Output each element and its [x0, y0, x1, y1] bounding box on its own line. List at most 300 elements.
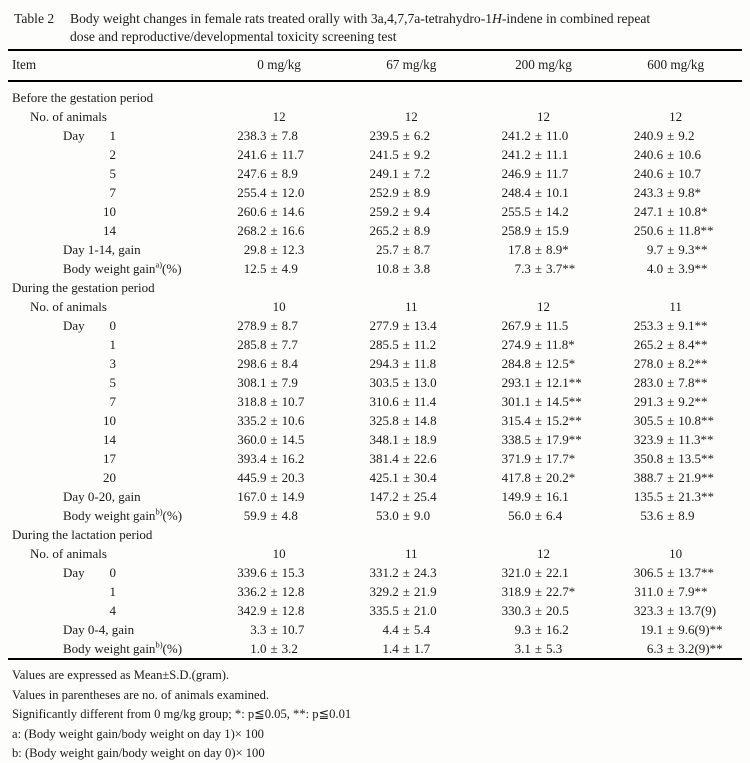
plus-minus-sign: ±: [667, 412, 675, 428]
sd-value: 7.9: [281, 374, 298, 390]
sd-value: 14.6: [281, 203, 305, 219]
value-cell: [345, 204, 477, 220]
plus-minus-sign: ±: [534, 621, 543, 637]
plus-minus-sign: ±: [534, 355, 543, 371]
sd-value: 10.6: [678, 146, 701, 162]
sd-value: 9.3**: [678, 241, 708, 257]
sd-value: 3.2: [281, 640, 298, 656]
sd-value: 22.6: [413, 450, 437, 466]
mean-value: 318.8: [237, 393, 267, 409]
mean-value: 149.9: [501, 488, 531, 504]
mean-value: 255.4: [237, 184, 267, 200]
plus-minus-sign: ±: [402, 488, 410, 504]
plus-minus-sign: ±: [402, 602, 410, 618]
mean-value: 303.5: [369, 374, 399, 390]
row-label: Day 1-14, gain: [63, 241, 141, 257]
plus-minus-sign: ±: [534, 165, 543, 181]
sd-value: 11.0: [546, 127, 569, 143]
mean-value: 325.8: [369, 412, 399, 428]
value-cell: [213, 508, 345, 524]
day-number: 7: [109, 184, 116, 200]
sd-value: 8.9: [413, 222, 431, 238]
value-cell: [213, 223, 345, 239]
plus-minus-sign: ±: [402, 469, 410, 485]
value-cell: [610, 166, 742, 182]
mean-value: 310.6: [369, 393, 399, 409]
value-cell: [213, 641, 345, 657]
row-label: No. of animals: [30, 108, 107, 124]
sd-value: 9.6(9)**: [678, 621, 723, 637]
sd-value: 11.5: [546, 317, 569, 333]
value-cell: [477, 166, 609, 182]
plus-minus-sign: ±: [667, 583, 675, 599]
plus-minus-sign: ±: [534, 564, 543, 580]
section-header-row: [8, 525, 742, 544]
sd-value: 8.9: [281, 165, 298, 181]
plus-minus-sign: ±: [534, 507, 543, 523]
mean-value: 147.2: [369, 488, 399, 504]
value-cell: [477, 489, 609, 505]
sd-value: 10.7: [678, 165, 701, 181]
value-cell: [345, 318, 477, 334]
value-cell: [213, 584, 345, 600]
count-cell: 12: [272, 108, 286, 124]
plus-minus-sign: ±: [534, 602, 543, 618]
section-label: Before the gestation period: [12, 89, 154, 105]
sd-value: 17.9**: [546, 431, 582, 447]
value-cell: [213, 242, 345, 258]
plus-minus-sign: ±: [534, 583, 543, 599]
value-cell: [610, 584, 742, 600]
mean-value: 240.6: [633, 165, 664, 181]
plus-minus-sign: ±: [402, 336, 410, 352]
plus-minus-sign: ±: [270, 469, 278, 485]
mean-value: 249.1: [369, 165, 399, 181]
sd-value: 7.8: [281, 127, 298, 143]
title-text-3: dose and reproductive/developmental toxicity screening test: [70, 28, 397, 44]
count-cell: 12: [536, 108, 550, 124]
mean-value: 25.7: [375, 241, 399, 257]
mean-value: 348.1: [369, 431, 399, 447]
mean-value: 306.5: [633, 564, 664, 580]
row-label: [8, 318, 213, 334]
value-cell: [345, 470, 477, 486]
count-cell: 10: [272, 545, 286, 561]
value-cell: [610, 318, 742, 334]
sd-value: 13.4: [413, 317, 437, 333]
sd-value: 6.2: [413, 127, 431, 143]
plus-minus-sign: ±: [402, 393, 410, 409]
mean-value: 329.2: [369, 583, 399, 599]
sd-value: 11.7: [546, 165, 569, 181]
value-cell: [610, 565, 742, 581]
plus-minus-sign: ±: [270, 602, 278, 618]
sd-value: 8.7: [281, 317, 298, 333]
column-header-item: Item: [12, 57, 37, 73]
sd-value: 9.1**: [678, 317, 708, 333]
mean-value: 4.0: [646, 260, 664, 276]
mean-value: 294.3: [369, 355, 399, 371]
plus-minus-sign: ±: [667, 336, 675, 352]
row-label: Day 0-4, gain: [63, 621, 135, 637]
sd-value: 11.1: [546, 146, 569, 162]
value-cell: [477, 318, 609, 334]
sd-value: 10.8*: [678, 203, 708, 219]
plus-minus-sign: ±: [402, 127, 410, 143]
table-row: [8, 259, 742, 278]
table-row: [8, 145, 742, 164]
sd-value: 24.3: [413, 564, 437, 580]
row-label: [8, 337, 213, 353]
mean-value: 393.4: [237, 450, 267, 466]
value-cell: [345, 242, 477, 258]
sd-value: 10.7: [281, 621, 305, 637]
value-cell: [345, 375, 477, 391]
row-label: No. of animals: [30, 298, 107, 314]
mean-value: 321.0: [501, 564, 531, 580]
day-number: 1: [109, 127, 116, 143]
day-number: 17: [103, 450, 116, 466]
table-number: Table 2: [14, 11, 55, 26]
sd-value: 12.1**: [546, 374, 582, 390]
mean-value: 323.9: [633, 431, 664, 447]
day-number: 7: [109, 393, 116, 409]
mean-value: 265.2: [369, 222, 399, 238]
plus-minus-sign: ±: [667, 241, 675, 257]
mean-value: 240.9: [633, 127, 664, 143]
count-cell: 12: [536, 545, 550, 561]
table-row: [8, 164, 742, 183]
mean-value: 285.8: [237, 336, 267, 352]
row-label: [8, 166, 213, 182]
value-cell: [477, 356, 609, 372]
day-number: 1: [109, 336, 116, 352]
mean-value: 167.0: [237, 488, 267, 504]
footnote-line: a: (Body weight gain/body weight on day 1)× 100: [12, 726, 264, 741]
sd-value: 14.2: [546, 203, 569, 219]
table-row: [8, 430, 742, 449]
mean-value: 301.1: [501, 393, 531, 409]
plus-minus-sign: ±: [270, 355, 278, 371]
sd-value: 10.6: [281, 412, 305, 428]
value-cell: [213, 451, 345, 467]
day-number: 4: [109, 602, 116, 618]
mean-value: 59.9: [243, 507, 267, 523]
plus-minus-sign: ±: [402, 583, 410, 599]
mean-value: 284.8: [501, 355, 531, 371]
title-text-2: -indene in combined repeat: [501, 11, 651, 26]
footnote-marker: b): [155, 506, 163, 517]
table-row: [8, 468, 742, 487]
value-cell: [213, 603, 345, 619]
mean-value: 3.1: [514, 640, 531, 656]
value-cell: [213, 394, 345, 410]
sd-value: 16.6: [281, 222, 305, 238]
table-row: [8, 107, 742, 126]
value-cell: [610, 204, 742, 220]
mean-value: 298.6: [237, 355, 267, 371]
value-cell: [610, 261, 742, 277]
plus-minus-sign: ±: [270, 412, 278, 428]
value-cell: [213, 166, 345, 182]
section-header-row: [8, 88, 742, 107]
plus-minus-sign: ±: [534, 317, 543, 333]
column-header-dose-200: 200 mg/kg: [515, 57, 572, 73]
sd-value: 13.0: [413, 374, 437, 390]
sd-value: 8.4**: [678, 336, 708, 352]
mean-value: 53.0: [375, 507, 399, 523]
value-cell: [477, 261, 609, 277]
value-cell: [213, 565, 345, 581]
plus-minus-sign: ±: [667, 640, 675, 656]
mean-value: 239.5: [369, 127, 399, 143]
plus-minus-sign: ±: [667, 184, 675, 200]
plus-minus-sign: ±: [667, 203, 675, 219]
sd-value: 20.5: [546, 602, 569, 618]
plus-minus-sign: ±: [667, 450, 675, 466]
mean-value: 3.3: [250, 621, 267, 637]
mean-value: 278.0: [633, 355, 664, 371]
column-header-dose-67: 67 mg/kg: [386, 57, 437, 73]
value-cell: [477, 337, 609, 353]
table-row: [8, 563, 742, 582]
section-label: During the lactation period: [12, 526, 153, 542]
plus-minus-sign: ±: [534, 374, 543, 390]
value-cell: [477, 622, 609, 638]
plus-minus-sign: ±: [667, 165, 675, 181]
day-number: 14: [103, 222, 116, 238]
value-cell: [610, 603, 742, 619]
value-cell: [477, 451, 609, 467]
table-row: [8, 487, 742, 506]
sd-value: 12.8: [281, 583, 305, 599]
plus-minus-sign: ±: [402, 564, 410, 580]
sd-value: 7.8**: [678, 374, 708, 390]
plus-minus-sign: ±: [534, 336, 543, 352]
count-cell: 11: [405, 545, 418, 561]
mean-value: 250.6: [633, 222, 664, 238]
plus-minus-sign: ±: [270, 336, 278, 352]
plus-minus-sign: ±: [270, 374, 278, 390]
plus-minus-sign: ±: [270, 184, 278, 200]
count-cell: 11: [669, 298, 682, 314]
value-cell: [477, 128, 609, 144]
table-row: [8, 354, 742, 373]
mean-value: 274.9: [501, 336, 531, 352]
mean-value: 7.3: [514, 260, 531, 276]
plus-minus-sign: ±: [667, 507, 675, 523]
sd-value: 11.8*: [546, 336, 575, 352]
value-cell: [610, 508, 742, 524]
sd-value: 21.0: [413, 602, 437, 618]
mean-value: 308.1: [237, 374, 267, 390]
row-label: [8, 223, 213, 239]
row-label: [8, 413, 213, 429]
mean-value: 291.3: [633, 393, 664, 409]
sd-value: 9.4: [413, 203, 431, 219]
row-label: [8, 147, 213, 163]
value-cell: [213, 432, 345, 448]
footnote-line: Values in parentheses are no. of animals examined.: [12, 687, 270, 702]
sd-value: 8.2**: [678, 355, 708, 371]
title-text-1: Body weight changes in female rats treated orally with 3a,4,7,7a-tetrahydro-1: [70, 11, 493, 26]
table-row: [8, 126, 742, 145]
mean-value: 4.4: [382, 621, 399, 637]
mean-value: 277.9: [369, 317, 399, 333]
plus-minus-sign: ±: [402, 241, 410, 257]
plus-minus-sign: ±: [667, 488, 675, 504]
mean-value: 260.6: [237, 203, 267, 219]
plus-minus-sign: ±: [402, 355, 410, 371]
mean-value: 9.7: [646, 241, 664, 257]
sd-value: 22.7*: [546, 583, 576, 599]
row-label: [8, 565, 213, 581]
mean-value: 335.5: [369, 602, 399, 618]
mean-value: 425.1: [369, 469, 399, 485]
value-cell: [477, 147, 609, 163]
mean-value: 10.8: [375, 260, 399, 276]
sd-value: 12.3: [281, 241, 305, 257]
value-cell: [213, 489, 345, 505]
value-cell: [345, 565, 477, 581]
mean-value: 238.3: [237, 127, 267, 143]
mean-value: 381.4: [369, 450, 399, 466]
row-label: [8, 394, 213, 410]
value-cell: [345, 432, 477, 448]
mean-value: 335.2: [237, 412, 267, 428]
footnote-line: Values are expressed as Mean±S.D.(gram).: [12, 668, 230, 683]
mean-value: 241.5: [369, 146, 399, 162]
row-label: [8, 204, 213, 220]
table-row: [8, 411, 742, 430]
sd-value: 8.9: [678, 507, 695, 523]
row-label: No. of animals: [30, 545, 107, 561]
value-cell: [610, 185, 742, 201]
plus-minus-sign: ±: [402, 507, 410, 523]
mean-value: 252.9: [369, 184, 399, 200]
plus-minus-sign: ±: [270, 146, 278, 162]
value-cell: [610, 356, 742, 372]
value-cell: [610, 413, 742, 429]
sd-value: 15.2**: [546, 412, 582, 428]
value-cell: [213, 622, 345, 638]
value-cell: [477, 470, 609, 486]
plus-minus-sign: ±: [667, 355, 675, 371]
sd-value: 4.9: [281, 260, 298, 276]
plus-minus-sign: ±: [270, 640, 278, 656]
plus-minus-sign: ±: [402, 640, 410, 656]
day-number: 0: [109, 317, 116, 333]
plus-minus-sign: ±: [270, 431, 278, 447]
plus-minus-sign: ±: [402, 450, 410, 466]
sd-value: 10.7: [281, 393, 305, 409]
plus-minus-sign: ±: [534, 469, 543, 485]
section-label: During the gestation period: [12, 279, 155, 295]
table-row: [8, 335, 742, 354]
value-cell: [477, 565, 609, 581]
plus-minus-sign: ±: [534, 146, 543, 162]
plus-minus-sign: ±: [667, 393, 675, 409]
table-row: [8, 639, 742, 658]
mean-value: 240.6: [633, 146, 664, 162]
mean-value: 17.8: [508, 241, 531, 257]
value-cell: [213, 470, 345, 486]
sd-value: 9.2: [413, 146, 431, 162]
value-cell: [477, 413, 609, 429]
plus-minus-sign: ±: [534, 222, 543, 238]
value-cell: [213, 204, 345, 220]
mean-value: 246.9: [501, 165, 531, 181]
sd-value: 3.2(9)**: [678, 640, 723, 656]
footnotes: [12, 668, 742, 761]
day-number: 2: [109, 146, 116, 162]
sd-value: 5.4: [413, 621, 431, 637]
sd-value: 15.3: [281, 564, 305, 580]
plus-minus-sign: ±: [270, 488, 278, 504]
plus-minus-sign: ±: [534, 241, 543, 257]
footnote-line: Significantly different from 0 mg/kg group; *: p≦0.05, **: p≦0.01: [12, 707, 352, 722]
table-row: [8, 449, 742, 468]
plus-minus-sign: ±: [270, 241, 278, 257]
plus-minus-sign: ±: [270, 222, 278, 238]
mean-value: 417.8: [501, 469, 531, 485]
mean-value: 12.5: [243, 260, 267, 276]
plus-minus-sign: ±: [402, 260, 410, 276]
sd-value: 14.5**: [546, 393, 582, 409]
sd-value: 9.2**: [678, 393, 708, 409]
plus-minus-sign: ±: [534, 203, 543, 219]
mean-value: 371.9: [501, 450, 531, 466]
sd-value: 9.2: [678, 127, 695, 143]
mean-value: 323.3: [633, 602, 664, 618]
row-label: [8, 356, 213, 372]
sd-value: 11.2: [413, 336, 437, 352]
value-cell: [610, 622, 742, 638]
mean-value: 318.9: [501, 583, 531, 599]
value-cell: [610, 641, 742, 657]
value-cell: [345, 641, 477, 657]
mean-value: 338.5: [501, 431, 531, 447]
plus-minus-sign: ±: [270, 260, 278, 276]
day-number: 20: [103, 469, 116, 485]
table-row: [8, 240, 742, 259]
sd-value: 8.9*: [546, 241, 569, 257]
value-cell: [477, 603, 609, 619]
value-cell: [610, 337, 742, 353]
value-cell: [213, 128, 345, 144]
value-cell: [345, 622, 477, 638]
plus-minus-sign: ±: [402, 146, 410, 162]
plus-minus-sign: ±: [667, 602, 675, 618]
sd-value: 8.7: [413, 241, 431, 257]
value-cell: [610, 242, 742, 258]
sd-value: 11.8: [413, 355, 437, 371]
plus-minus-sign: ±: [402, 412, 410, 428]
plus-minus-sign: ±: [402, 374, 410, 390]
plus-minus-sign: ±: [402, 621, 410, 637]
sd-value: 14.5: [281, 431, 305, 447]
plus-minus-sign: ±: [270, 317, 278, 333]
day-number: 5: [109, 374, 116, 390]
sd-value: 20.2*: [546, 469, 576, 485]
plus-minus-sign: ±: [667, 222, 675, 238]
mean-value: 268.2: [237, 222, 267, 238]
table-row: [8, 544, 742, 563]
mean-value: 6.3: [646, 640, 664, 656]
sd-value: 21.9: [413, 583, 437, 599]
value-cell: [213, 337, 345, 353]
plus-minus-sign: ±: [270, 203, 278, 219]
